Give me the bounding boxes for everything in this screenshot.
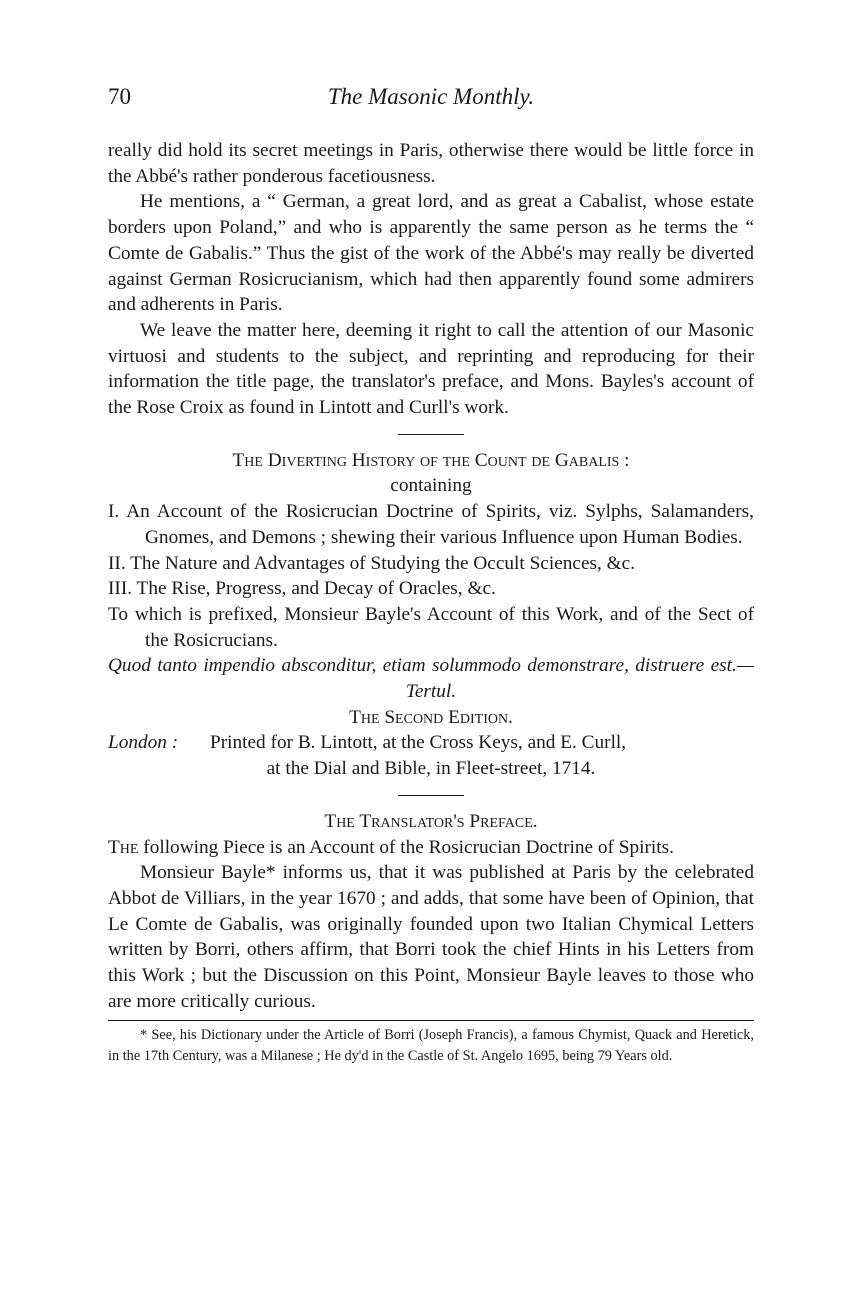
preface-paragraph-2: Monsieur Bayle* informs us, that it was published at Paris by the celebrated Abbot de Villiars, in the year 1670 ; and adds, that some have been of Opinion, that Le Comte de Gabalis, was originally founded upon two Italian Chymical Letters written by Borri, others affirm, that Borri took the chief Hints in his Letters from this Work ; but the Discussion on this Point, Monsieur Bayle leaves to those who are more critically curious.	[108, 862, 754, 1012]
title-page-item-4: To which is prefixed, Monsieur Bayle's Account of this Work, and of the Sect of the Rosicrucians.	[108, 603, 754, 651]
title-page-item-1: I. An Account of the Rosicrucian Doctrine of Spirits, viz. Sylphs, Salamanders, Gnomes, and Demons ; shewing their various Influence upon Human Bodies.	[108, 501, 754, 548]
footnote	[108, 1025, 754, 1067]
preface-paragraph-1-text: following Piece is an Account of the Rosicrucian Doctrine of Spirits.	[138, 836, 674, 858]
title-page-item-3: III. The Rise, Progress, and Decay of Oracles, &c.	[108, 578, 496, 600]
footnote-rule	[108, 1020, 754, 1021]
paragraph-2: He mentions, a “ German, a great lord, and as great a Cabalist, whose estate borders upon Poland,” and who is apparently the same person as he terms the “ Comte de Gabalis.” Thus the gist of the work of the Abbé's may really be diverted against German Rosicrucianism, which had then apparently found some admirers and adherents in Paris.	[108, 191, 754, 316]
preface-heading: The Translator's Preface.	[324, 810, 538, 832]
title-page-motto: Quod tanto impendio absconditur, etiam solummodo demonstrare, distruere est.—Tertul.	[108, 655, 754, 703]
title-page-heading: The Diverting History of the Count de Gabalis :	[232, 449, 630, 471]
paragraph-1: really did hold its secret meetings in Paris, otherwise there would be little force in the Abbé's rather ponderous facetiousness.	[108, 140, 754, 187]
title-page-containing: containing	[390, 475, 472, 497]
page-header	[108, 84, 754, 118]
page-number: 70	[108, 84, 131, 109]
title-page-imprint-2: at the Dial and Bible, in Fleet-street, 1714.	[266, 758, 596, 780]
imprint-line-1: Printed for B. Lintott, at the Cross Keys, and E. Curll,	[210, 732, 627, 754]
imprint-label: London :	[108, 732, 179, 754]
title-page-imprint-1	[108, 730, 754, 756]
title-page-item-2: II. The Nature and Advantages of Studying the Occult Sciences, &c.	[108, 552, 636, 574]
preface-paragraph-1	[108, 835, 754, 861]
running-title: The Masonic Monthly.	[327, 84, 535, 109]
paragraph-3: We leave the matter here, deeming it right to call the attention of our Masonic virtuosi and students to the subject, and reprinting and reproducing for their information the title page, the translator's preface, and Mons. Bayles's account of the Rose Croix as found in Lintott and Curll's work.	[108, 319, 754, 419]
footnote-text: * See, his Dictionary under the Article of Borri (Joseph Francis), a famous Chymist, Quack and Heretick, in the 17th Century, was a Milanese ; He dy'd in the Castle of St. Angelo 1695, being 79 Years old.	[108, 1026, 754, 1064]
body-text	[108, 138, 754, 1067]
title-page-edition: The Second Edition.	[349, 706, 513, 728]
preface-first-word: The	[108, 836, 139, 858]
section-divider	[398, 434, 464, 435]
section-divider-2	[398, 795, 464, 796]
